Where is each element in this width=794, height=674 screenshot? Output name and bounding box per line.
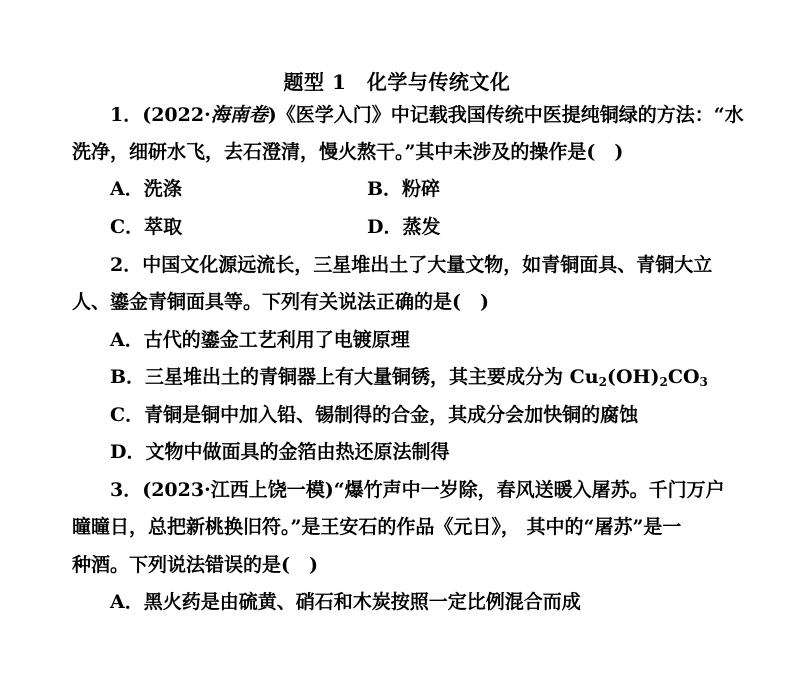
q1-option-c: C．萃取 [110, 216, 183, 238]
q2-option-a: A．古代的鎏金工艺利用了电镀原理 [110, 329, 410, 351]
q1-option-d: D．蒸发 [367, 216, 441, 238]
q2-option-b-end: CO [667, 366, 700, 388]
q1-line-1 [110, 102, 744, 128]
q1-line-2: 洗净，细研水飞，去石澄清，慢火熬干。”其中未涉及的操作是( ) [72, 141, 624, 163]
q1-stem-part1: )《医学入门》中记载我国传统中医提纯铜绿的方法：“水 [267, 104, 744, 126]
q3-option-a: A．黑火药是由硫黄、硝石和木炭按照一定比例混合而成 [110, 591, 581, 613]
q2-option-b-sub1: 2 [598, 375, 607, 389]
q2-line-1: 2．中国文化源远流长，三星堆出土了大量文物，如青铜面具、青铜大立 [110, 254, 713, 276]
q2-line-2: 人、鎏金青铜面具等。下列有关说法正确的是( ) [72, 291, 489, 313]
section-title: 题型 1 化学与传统文化 [283, 70, 511, 94]
q2-option-b [110, 364, 708, 390]
q1-number-year: 1．(2022· [110, 104, 211, 126]
q2-option-c: C．青铜是铜中加入铅、锡制得的合金，其成分会加快铜的腐蚀 [110, 404, 639, 426]
q2-option-b-mid: (OH) [606, 366, 660, 388]
q2-option-d: D．文物中做面具的金箔由热还原法制得 [110, 441, 450, 463]
q2-option-b-text: B．三星堆出土的青铜器上有大量铜锈，其主要成分为 Cu [110, 366, 599, 388]
q3-line-1: 3．(2023·江西上饶一模)“爆竹声中一岁除，春风送暖入屠苏。千门万户 [110, 479, 725, 501]
q1-option-a: A．洗涤 [110, 178, 182, 200]
q1-source: 海南卷 [210, 104, 268, 126]
q3-line-2: 曈曈日，总把新桃换旧符。”是王安石的作品《元日》， 其中的“屠苏”是一 [72, 516, 682, 538]
q3-line-3: 种酒。下列说法错误的是( ) [72, 554, 318, 576]
q1-option-b: B．粉碎 [367, 178, 441, 200]
q2-option-b-sub2: 2 [659, 375, 668, 389]
q2-option-b-sub3: 3 [699, 375, 708, 389]
